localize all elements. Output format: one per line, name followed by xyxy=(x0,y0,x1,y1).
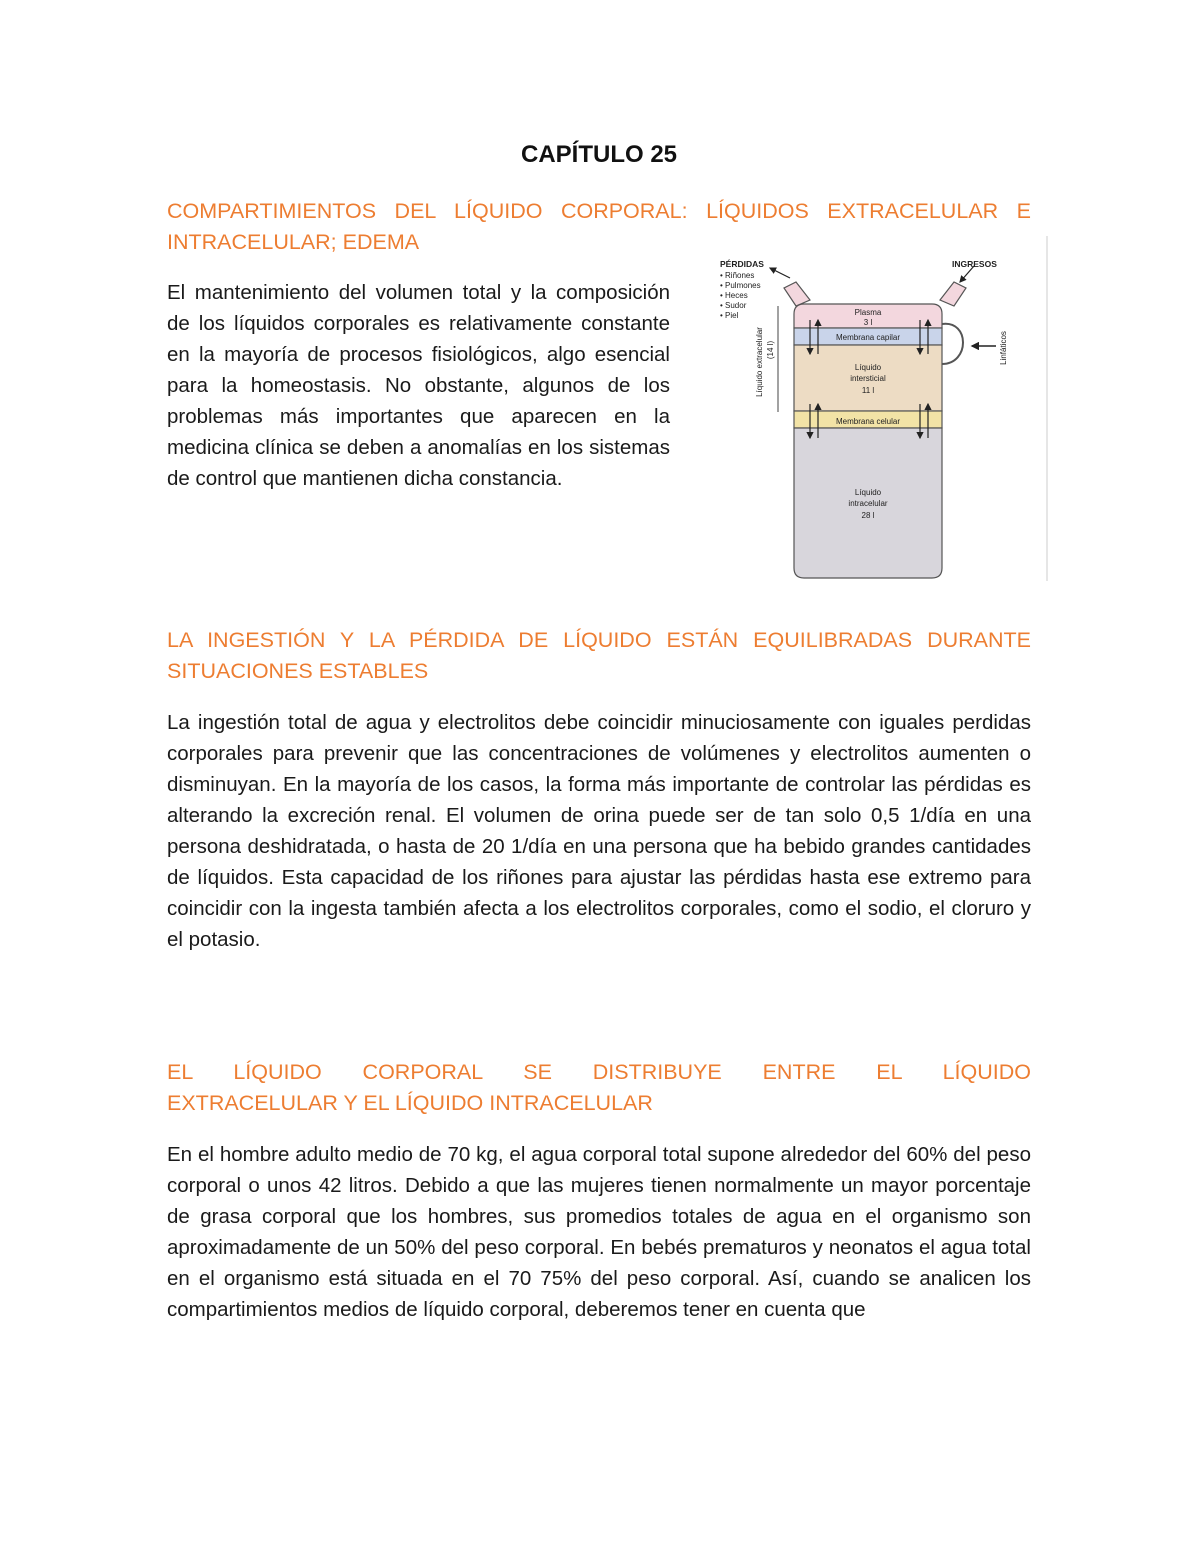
section-heading-2-line1: LA INGESTIÓN Y LA PÉRDIDA DE LÍQUIDO ESTÁN EQUILIBRADAS DURANTE xyxy=(167,628,1031,652)
section-heading-3-line2: EXTRACELULAR Y EL LÍQUIDO INTRACELULAR xyxy=(167,1091,653,1115)
plasma-volume: 3 l xyxy=(863,318,873,327)
body-fluid-compartments-figure xyxy=(700,236,1050,581)
loss-item: • Piel xyxy=(720,311,739,320)
lymphatic-handle xyxy=(942,324,963,364)
section-heading-3 xyxy=(167,1057,1031,1119)
cell-membrane-label: Membrana celular xyxy=(835,417,901,426)
intracellular-label-line2: intracelular xyxy=(848,499,888,508)
lymphatics-label: Linfáticos xyxy=(999,331,1008,365)
section-body-2: La ingestión total de agua y electrolitos debe coincidir minuciosamente con iguales perdidas corporales para prevenir que las concentraciones de volúmenes y electrolitos aumenten o disminuyan. En la mayoría de los casos, la forma más importante de controlar las pérdidas es alterando la excreción renal. El volumen de orina puede ser de tan solo 0,5 1/día en una persona deshidratada, o hasta de 20 1/día en una persona que ha bebido grandes cantidades de líquidos. Esta capacidad de los riñones para ajustar las pérdidas hasta ese extremo para coincidir con la ingesta también afecta a los electrolitos corporales, como el sodio, el cloruro y el potasio. xyxy=(167,711,1031,951)
section-heading-3-line1: EL LÍQUIDO CORPORAL SE DISTRIBUYE ENTRE EL LÍQUIDO xyxy=(167,1060,1031,1084)
section-heading-1-line2: INTRACELULAR; EDEMA xyxy=(167,230,420,254)
section-heading-2 xyxy=(167,625,1031,687)
loss-item: • Pulmones xyxy=(720,281,761,290)
loss-item: • Riñones xyxy=(720,271,755,280)
losses-title: PÉRDIDAS xyxy=(720,259,764,269)
capillary-membrane-label: Membrana capilar xyxy=(835,333,901,342)
losses-spout xyxy=(784,282,810,306)
intake-spout xyxy=(940,282,966,306)
plasma-label: Plasma xyxy=(854,308,882,317)
interstitial-label-line1: Líquido xyxy=(854,363,882,372)
extracellular-label: Líquido extracelular xyxy=(755,327,764,397)
extracellular-volume: (14 l) xyxy=(766,340,775,360)
loss-item: • Sudor xyxy=(720,301,747,310)
interstitial-label-line2: intersticial xyxy=(850,374,886,383)
section-body-3: En el hombre adulto medio de 70 kg, el agua corporal total supone alrededor del 60% del peso corporal o unos 42 litros. Debido a que las mujeres tienen normalmente un mayor porcentaje de grasa corporal que los hombres, sus promedios totales de agua en el organismo son aproximadamente de un 50% del peso corporal. En bebés prematuros y neonatos el agua total en el organismo está situada en el 70 75% del peso corporal. Así, cuando se analicen los compartimientos medios de líquido corporal, deberemos tener en cuenta que xyxy=(167,1143,1031,1321)
section-heading-1-line1: COMPARTIMIENTOS DEL LÍQUIDO CORPORAL: LÍQUIDOS EXTRACELULAR E xyxy=(167,199,1031,223)
interstitial-volume: 11 l xyxy=(861,386,875,395)
intracellular-label-line1: Líquido xyxy=(854,488,882,497)
section-heading-2-line2: SITUACIONES ESTABLES xyxy=(167,659,429,683)
intake-title: INGRESOS xyxy=(952,259,997,269)
intracellular-volume: 28 l xyxy=(861,511,875,520)
section-body-1: El mantenimiento del volumen total y la composición de los líquidos corporales es relativamente constante en la mayoría de procesos fisiológicos, algo esencial para la homeostasis. No obstante, algunos de los problemas más importantes que aparecen en la medicina clínica se deben a anomalías en los sistemas de control que mantienen dicha constancia. xyxy=(167,281,670,490)
loss-item: • Heces xyxy=(720,291,748,300)
chapter-title: CAPÍTULO 25 xyxy=(520,141,678,168)
